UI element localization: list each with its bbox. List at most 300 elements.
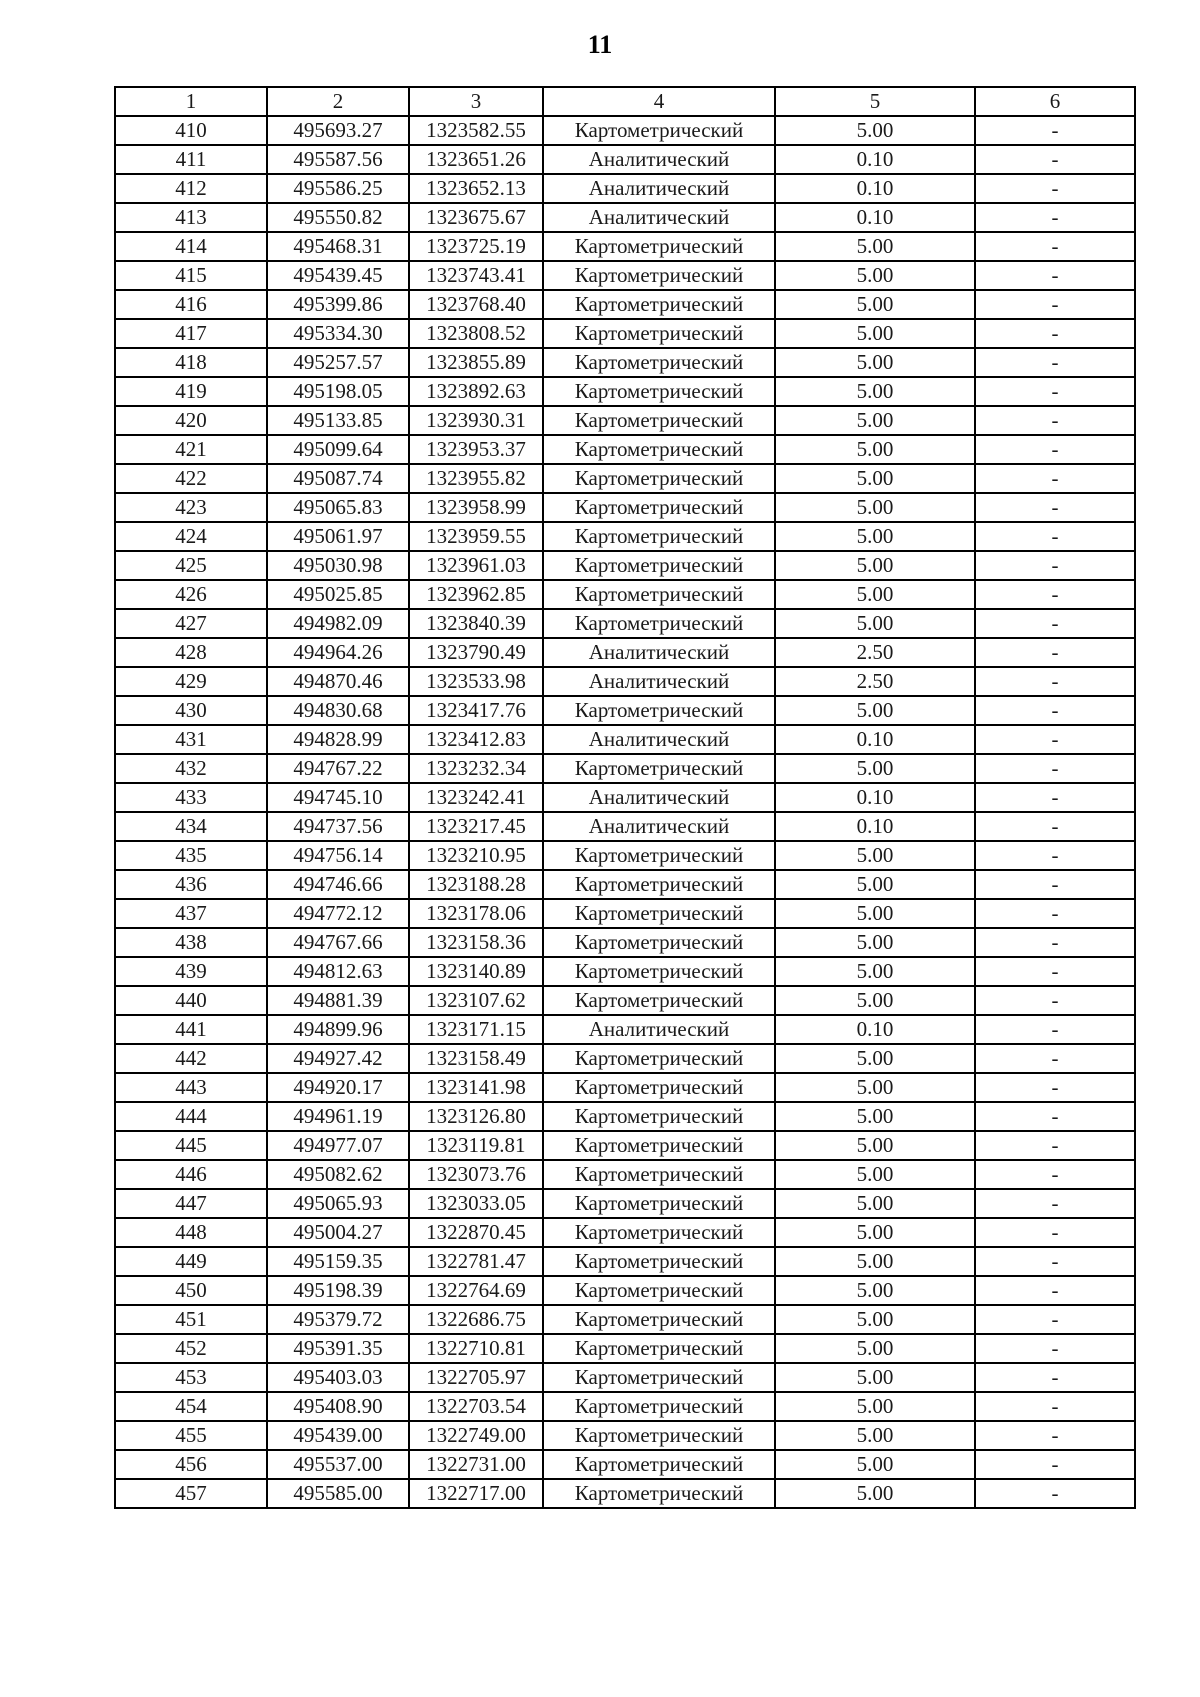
point-number-cell: 439 xyxy=(115,957,267,986)
point-number-cell: 441 xyxy=(115,1015,267,1044)
point-number-cell: 432 xyxy=(115,754,267,783)
table-row xyxy=(115,812,1135,841)
x-coordinate-cell: 495693.27 xyxy=(267,116,409,145)
point-number-cell: 426 xyxy=(115,580,267,609)
description-cell: - xyxy=(975,1131,1135,1160)
y-coordinate-cell: 1322870.45 xyxy=(409,1218,543,1247)
column-header-4: 4 xyxy=(543,87,775,116)
x-coordinate-cell: 494870.46 xyxy=(267,667,409,696)
x-coordinate-cell: 494828.99 xyxy=(267,725,409,754)
x-coordinate-cell: 495334.30 xyxy=(267,319,409,348)
x-coordinate-cell: 494961.19 xyxy=(267,1102,409,1131)
accuracy-cell: 5.00 xyxy=(775,986,975,1015)
column-header-5: 5 xyxy=(775,87,975,116)
accuracy-cell: 0.10 xyxy=(775,812,975,841)
x-coordinate-cell: 495379.72 xyxy=(267,1305,409,1334)
description-cell: - xyxy=(975,493,1135,522)
description-cell: - xyxy=(975,783,1135,812)
accuracy-cell: 5.00 xyxy=(775,957,975,986)
table-row xyxy=(115,1131,1135,1160)
y-coordinate-cell: 1323892.63 xyxy=(409,377,543,406)
point-number-cell: 419 xyxy=(115,377,267,406)
y-coordinate-cell: 1323412.83 xyxy=(409,725,543,754)
x-coordinate-cell: 495537.00 xyxy=(267,1450,409,1479)
coordinates-table xyxy=(114,86,1136,1509)
accuracy-cell: 5.00 xyxy=(775,116,975,145)
column-header-1: 1 xyxy=(115,87,267,116)
accuracy-cell: 0.10 xyxy=(775,783,975,812)
point-number-cell: 413 xyxy=(115,203,267,232)
method-cell: Картометрический xyxy=(543,1276,775,1305)
table-row xyxy=(115,174,1135,203)
method-cell: Картометрический xyxy=(543,116,775,145)
column-header-3: 3 xyxy=(409,87,543,116)
method-cell: Аналитический xyxy=(543,667,775,696)
table-row xyxy=(115,1073,1135,1102)
table-row xyxy=(115,406,1135,435)
table-row xyxy=(115,1218,1135,1247)
point-number-cell: 420 xyxy=(115,406,267,435)
point-number-cell: 447 xyxy=(115,1189,267,1218)
point-number-cell: 443 xyxy=(115,1073,267,1102)
method-cell: Картометрический xyxy=(543,1044,775,1073)
table-row xyxy=(115,1450,1135,1479)
point-number-cell: 435 xyxy=(115,841,267,870)
x-coordinate-cell: 495065.93 xyxy=(267,1189,409,1218)
description-cell: - xyxy=(975,986,1135,1015)
method-cell: Аналитический xyxy=(543,783,775,812)
method-cell: Картометрический xyxy=(543,696,775,725)
point-number-cell: 411 xyxy=(115,145,267,174)
description-cell: - xyxy=(975,116,1135,145)
x-coordinate-cell: 495399.86 xyxy=(267,290,409,319)
y-coordinate-cell: 1323958.99 xyxy=(409,493,543,522)
y-coordinate-cell: 1323582.55 xyxy=(409,116,543,145)
description-cell: - xyxy=(975,1450,1135,1479)
description-cell: - xyxy=(975,1189,1135,1218)
table-row xyxy=(115,1305,1135,1334)
y-coordinate-cell: 1323962.85 xyxy=(409,580,543,609)
description-cell: - xyxy=(975,812,1135,841)
table-row xyxy=(115,667,1135,696)
point-number-cell: 454 xyxy=(115,1392,267,1421)
method-cell: Картометрический xyxy=(543,319,775,348)
accuracy-cell: 5.00 xyxy=(775,1247,975,1276)
method-cell: Картометрический xyxy=(543,609,775,638)
method-cell: Картометрический xyxy=(543,754,775,783)
accuracy-cell: 5.00 xyxy=(775,493,975,522)
accuracy-cell: 0.10 xyxy=(775,145,975,174)
x-coordinate-cell: 495133.85 xyxy=(267,406,409,435)
table-header-row xyxy=(115,87,1135,116)
x-coordinate-cell: 494756.14 xyxy=(267,841,409,870)
x-coordinate-cell: 495408.90 xyxy=(267,1392,409,1421)
accuracy-cell: 5.00 xyxy=(775,1189,975,1218)
method-cell: Аналитический xyxy=(543,812,775,841)
method-cell: Картометрический xyxy=(543,1479,775,1508)
x-coordinate-cell: 495439.45 xyxy=(267,261,409,290)
y-coordinate-cell: 1323232.34 xyxy=(409,754,543,783)
description-cell: - xyxy=(975,696,1135,725)
accuracy-cell: 5.00 xyxy=(775,1334,975,1363)
y-coordinate-cell: 1323651.26 xyxy=(409,145,543,174)
point-number-cell: 445 xyxy=(115,1131,267,1160)
accuracy-cell: 2.50 xyxy=(775,638,975,667)
method-cell: Картометрический xyxy=(543,435,775,464)
description-cell: - xyxy=(975,725,1135,754)
x-coordinate-cell: 494772.12 xyxy=(267,899,409,928)
point-number-cell: 425 xyxy=(115,551,267,580)
description-cell: - xyxy=(975,406,1135,435)
method-cell: Аналитический xyxy=(543,638,775,667)
y-coordinate-cell: 1323217.45 xyxy=(409,812,543,841)
x-coordinate-cell: 494812.63 xyxy=(267,957,409,986)
point-number-cell: 433 xyxy=(115,783,267,812)
table-row xyxy=(115,1247,1135,1276)
description-cell: - xyxy=(975,754,1135,783)
description-cell: - xyxy=(975,522,1135,551)
accuracy-cell: 5.00 xyxy=(775,1363,975,1392)
y-coordinate-cell: 1323533.98 xyxy=(409,667,543,696)
description-cell: - xyxy=(975,1479,1135,1508)
y-coordinate-cell: 1323158.49 xyxy=(409,1044,543,1073)
accuracy-cell: 5.00 xyxy=(775,464,975,493)
table-row xyxy=(115,1015,1135,1044)
method-cell: Картометрический xyxy=(543,1392,775,1421)
accuracy-cell: 0.10 xyxy=(775,725,975,754)
description-cell: - xyxy=(975,667,1135,696)
point-number-cell: 442 xyxy=(115,1044,267,1073)
description-cell: - xyxy=(975,1160,1135,1189)
x-coordinate-cell: 495439.00 xyxy=(267,1421,409,1450)
table-body xyxy=(115,116,1135,1508)
table-row xyxy=(115,1334,1135,1363)
x-coordinate-cell: 495391.35 xyxy=(267,1334,409,1363)
y-coordinate-cell: 1322731.00 xyxy=(409,1450,543,1479)
x-coordinate-cell: 494830.68 xyxy=(267,696,409,725)
table-row xyxy=(115,493,1135,522)
method-cell: Картометрический xyxy=(543,493,775,522)
point-number-cell: 429 xyxy=(115,667,267,696)
y-coordinate-cell: 1323930.31 xyxy=(409,406,543,435)
description-cell: - xyxy=(975,551,1135,580)
table-row xyxy=(115,1276,1135,1305)
accuracy-cell: 2.50 xyxy=(775,667,975,696)
method-cell: Картометрический xyxy=(543,1160,775,1189)
y-coordinate-cell: 1323768.40 xyxy=(409,290,543,319)
point-number-cell: 416 xyxy=(115,290,267,319)
point-number-cell: 417 xyxy=(115,319,267,348)
description-cell: - xyxy=(975,464,1135,493)
table-row xyxy=(115,435,1135,464)
description-cell: - xyxy=(975,1363,1135,1392)
y-coordinate-cell: 1322749.00 xyxy=(409,1421,543,1450)
table-row xyxy=(115,580,1135,609)
point-number-cell: 414 xyxy=(115,232,267,261)
point-number-cell: 422 xyxy=(115,464,267,493)
y-coordinate-cell: 1323961.03 xyxy=(409,551,543,580)
point-number-cell: 430 xyxy=(115,696,267,725)
y-coordinate-cell: 1323210.95 xyxy=(409,841,543,870)
point-number-cell: 455 xyxy=(115,1421,267,1450)
table-row xyxy=(115,1392,1135,1421)
point-number-cell: 427 xyxy=(115,609,267,638)
accuracy-cell: 5.00 xyxy=(775,754,975,783)
method-cell: Картометрический xyxy=(543,580,775,609)
table-row xyxy=(115,145,1135,174)
method-cell: Картометрический xyxy=(543,377,775,406)
method-cell: Картометрический xyxy=(543,1305,775,1334)
table-row xyxy=(115,203,1135,232)
y-coordinate-cell: 1323242.41 xyxy=(409,783,543,812)
accuracy-cell: 5.00 xyxy=(775,696,975,725)
description-cell: - xyxy=(975,261,1135,290)
y-coordinate-cell: 1323119.81 xyxy=(409,1131,543,1160)
description-cell: - xyxy=(975,841,1135,870)
table-row xyxy=(115,232,1135,261)
method-cell: Аналитический xyxy=(543,145,775,174)
y-coordinate-cell: 1323959.55 xyxy=(409,522,543,551)
point-number-cell: 410 xyxy=(115,116,267,145)
table-row xyxy=(115,261,1135,290)
method-cell: Картометрический xyxy=(543,1102,775,1131)
table-row xyxy=(115,638,1135,667)
y-coordinate-cell: 1323171.15 xyxy=(409,1015,543,1044)
table-row xyxy=(115,1044,1135,1073)
accuracy-cell: 0.10 xyxy=(775,1015,975,1044)
x-coordinate-cell: 494964.26 xyxy=(267,638,409,667)
accuracy-cell: 5.00 xyxy=(775,232,975,261)
description-cell: - xyxy=(975,174,1135,203)
accuracy-cell: 5.00 xyxy=(775,435,975,464)
point-number-cell: 423 xyxy=(115,493,267,522)
accuracy-cell: 5.00 xyxy=(775,1305,975,1334)
y-coordinate-cell: 1323808.52 xyxy=(409,319,543,348)
point-number-cell: 450 xyxy=(115,1276,267,1305)
description-cell: - xyxy=(975,348,1135,377)
description-cell: - xyxy=(975,377,1135,406)
point-number-cell: 431 xyxy=(115,725,267,754)
accuracy-cell: 5.00 xyxy=(775,899,975,928)
method-cell: Картометрический xyxy=(543,464,775,493)
x-coordinate-cell: 494737.56 xyxy=(267,812,409,841)
x-coordinate-cell: 494899.96 xyxy=(267,1015,409,1044)
x-coordinate-cell: 495099.64 xyxy=(267,435,409,464)
x-coordinate-cell: 495468.31 xyxy=(267,232,409,261)
table-row xyxy=(115,725,1135,754)
accuracy-cell: 5.00 xyxy=(775,290,975,319)
accuracy-cell: 5.00 xyxy=(775,1073,975,1102)
point-number-cell: 436 xyxy=(115,870,267,899)
table-row xyxy=(115,1189,1135,1218)
x-coordinate-cell: 495586.25 xyxy=(267,174,409,203)
description-cell: - xyxy=(975,1044,1135,1073)
point-number-cell: 438 xyxy=(115,928,267,957)
table-row xyxy=(115,290,1135,319)
description-cell: - xyxy=(975,1305,1135,1334)
table-row xyxy=(115,377,1135,406)
method-cell: Картометрический xyxy=(543,522,775,551)
point-number-cell: 421 xyxy=(115,435,267,464)
accuracy-cell: 5.00 xyxy=(775,377,975,406)
y-coordinate-cell: 1322705.97 xyxy=(409,1363,543,1392)
table-row xyxy=(115,1363,1135,1392)
y-coordinate-cell: 1322686.75 xyxy=(409,1305,543,1334)
y-coordinate-cell: 1323140.89 xyxy=(409,957,543,986)
table-row xyxy=(115,1102,1135,1131)
page-number: 11 xyxy=(587,30,613,59)
y-coordinate-cell: 1322703.54 xyxy=(409,1392,543,1421)
description-cell: - xyxy=(975,1334,1135,1363)
description-cell: - xyxy=(975,580,1135,609)
table-row xyxy=(115,609,1135,638)
point-number-cell: 451 xyxy=(115,1305,267,1334)
method-cell: Картометрический xyxy=(543,348,775,377)
y-coordinate-cell: 1323840.39 xyxy=(409,609,543,638)
description-cell: - xyxy=(975,1015,1135,1044)
accuracy-cell: 5.00 xyxy=(775,551,975,580)
x-coordinate-cell: 494927.42 xyxy=(267,1044,409,1073)
table-row xyxy=(115,1160,1135,1189)
description-cell: - xyxy=(975,145,1135,174)
description-cell: - xyxy=(975,1102,1135,1131)
x-coordinate-cell: 495025.85 xyxy=(267,580,409,609)
description-cell: - xyxy=(975,1073,1135,1102)
accuracy-cell: 0.10 xyxy=(775,174,975,203)
table-row xyxy=(115,928,1135,957)
point-number-cell: 448 xyxy=(115,1218,267,1247)
table-row xyxy=(115,522,1135,551)
description-cell: - xyxy=(975,1421,1135,1450)
accuracy-cell: 5.00 xyxy=(775,609,975,638)
x-coordinate-cell: 494977.07 xyxy=(267,1131,409,1160)
y-coordinate-cell: 1323743.41 xyxy=(409,261,543,290)
method-cell: Картометрический xyxy=(543,986,775,1015)
accuracy-cell: 5.00 xyxy=(775,1421,975,1450)
table-row xyxy=(115,957,1135,986)
method-cell: Картометрический xyxy=(543,1218,775,1247)
accuracy-cell: 5.00 xyxy=(775,1102,975,1131)
point-number-cell: 424 xyxy=(115,522,267,551)
x-coordinate-cell: 495198.05 xyxy=(267,377,409,406)
method-cell: Картометрический xyxy=(543,870,775,899)
x-coordinate-cell: 495198.39 xyxy=(267,1276,409,1305)
y-coordinate-cell: 1323141.98 xyxy=(409,1073,543,1102)
y-coordinate-cell: 1323855.89 xyxy=(409,348,543,377)
x-coordinate-cell: 494881.39 xyxy=(267,986,409,1015)
description-cell: - xyxy=(975,1247,1135,1276)
y-coordinate-cell: 1322717.00 xyxy=(409,1479,543,1508)
x-coordinate-cell: 495587.56 xyxy=(267,145,409,174)
x-coordinate-cell: 495403.03 xyxy=(267,1363,409,1392)
method-cell: Аналитический xyxy=(543,174,775,203)
y-coordinate-cell: 1323675.67 xyxy=(409,203,543,232)
y-coordinate-cell: 1323725.19 xyxy=(409,232,543,261)
x-coordinate-cell: 494767.22 xyxy=(267,754,409,783)
column-header-2: 2 xyxy=(267,87,409,116)
point-number-cell: 412 xyxy=(115,174,267,203)
y-coordinate-cell: 1323073.76 xyxy=(409,1160,543,1189)
x-coordinate-cell: 494920.17 xyxy=(267,1073,409,1102)
method-cell: Картометрический xyxy=(543,1247,775,1276)
table-row xyxy=(115,551,1135,580)
method-cell: Картометрический xyxy=(543,1363,775,1392)
point-number-cell: 457 xyxy=(115,1479,267,1508)
x-coordinate-cell: 494767.66 xyxy=(267,928,409,957)
table-row xyxy=(115,348,1135,377)
method-cell: Картометрический xyxy=(543,1073,775,1102)
method-cell: Картометрический xyxy=(543,899,775,928)
table-row xyxy=(115,841,1135,870)
y-coordinate-cell: 1323158.36 xyxy=(409,928,543,957)
point-number-cell: 453 xyxy=(115,1363,267,1392)
accuracy-cell: 5.00 xyxy=(775,1450,975,1479)
x-coordinate-cell: 495087.74 xyxy=(267,464,409,493)
y-coordinate-cell: 1323033.05 xyxy=(409,1189,543,1218)
table-row xyxy=(115,986,1135,1015)
description-cell: - xyxy=(975,232,1135,261)
y-coordinate-cell: 1322710.81 xyxy=(409,1334,543,1363)
method-cell: Картометрический xyxy=(543,406,775,435)
x-coordinate-cell: 495065.83 xyxy=(267,493,409,522)
point-number-cell: 418 xyxy=(115,348,267,377)
accuracy-cell: 5.00 xyxy=(775,870,975,899)
x-coordinate-cell: 495550.82 xyxy=(267,203,409,232)
description-cell: - xyxy=(975,957,1135,986)
accuracy-cell: 5.00 xyxy=(775,1218,975,1247)
description-cell: - xyxy=(975,1392,1135,1421)
x-coordinate-cell: 495004.27 xyxy=(267,1218,409,1247)
point-number-cell: 428 xyxy=(115,638,267,667)
table-row xyxy=(115,754,1135,783)
accuracy-cell: 5.00 xyxy=(775,348,975,377)
description-cell: - xyxy=(975,638,1135,667)
y-coordinate-cell: 1323955.82 xyxy=(409,464,543,493)
column-header-6: 6 xyxy=(975,87,1135,116)
method-cell: Картометрический xyxy=(543,261,775,290)
point-number-cell: 437 xyxy=(115,899,267,928)
method-cell: Картометрический xyxy=(543,841,775,870)
y-coordinate-cell: 1323178.06 xyxy=(409,899,543,928)
method-cell: Картометрический xyxy=(543,551,775,580)
description-cell: - xyxy=(975,899,1135,928)
x-coordinate-cell: 494746.66 xyxy=(267,870,409,899)
accuracy-cell: 5.00 xyxy=(775,841,975,870)
description-cell: - xyxy=(975,870,1135,899)
accuracy-cell: 5.00 xyxy=(775,406,975,435)
method-cell: Картометрический xyxy=(543,1131,775,1160)
method-cell: Картометрический xyxy=(543,290,775,319)
method-cell: Картометрический xyxy=(543,1334,775,1363)
table-row xyxy=(115,899,1135,928)
method-cell: Аналитический xyxy=(543,725,775,754)
point-number-cell: 452 xyxy=(115,1334,267,1363)
y-coordinate-cell: 1323953.37 xyxy=(409,435,543,464)
description-cell: - xyxy=(975,290,1135,319)
point-number-cell: 456 xyxy=(115,1450,267,1479)
method-cell: Картометрический xyxy=(543,232,775,261)
x-coordinate-cell: 495159.35 xyxy=(267,1247,409,1276)
x-coordinate-cell: 495030.98 xyxy=(267,551,409,580)
accuracy-cell: 5.00 xyxy=(775,1131,975,1160)
method-cell: Аналитический xyxy=(543,1015,775,1044)
accuracy-cell: 5.00 xyxy=(775,1392,975,1421)
method-cell: Картометрический xyxy=(543,928,775,957)
accuracy-cell: 5.00 xyxy=(775,319,975,348)
method-cell: Картометрический xyxy=(543,957,775,986)
x-coordinate-cell: 495082.62 xyxy=(267,1160,409,1189)
method-cell: Картометрический xyxy=(543,1421,775,1450)
